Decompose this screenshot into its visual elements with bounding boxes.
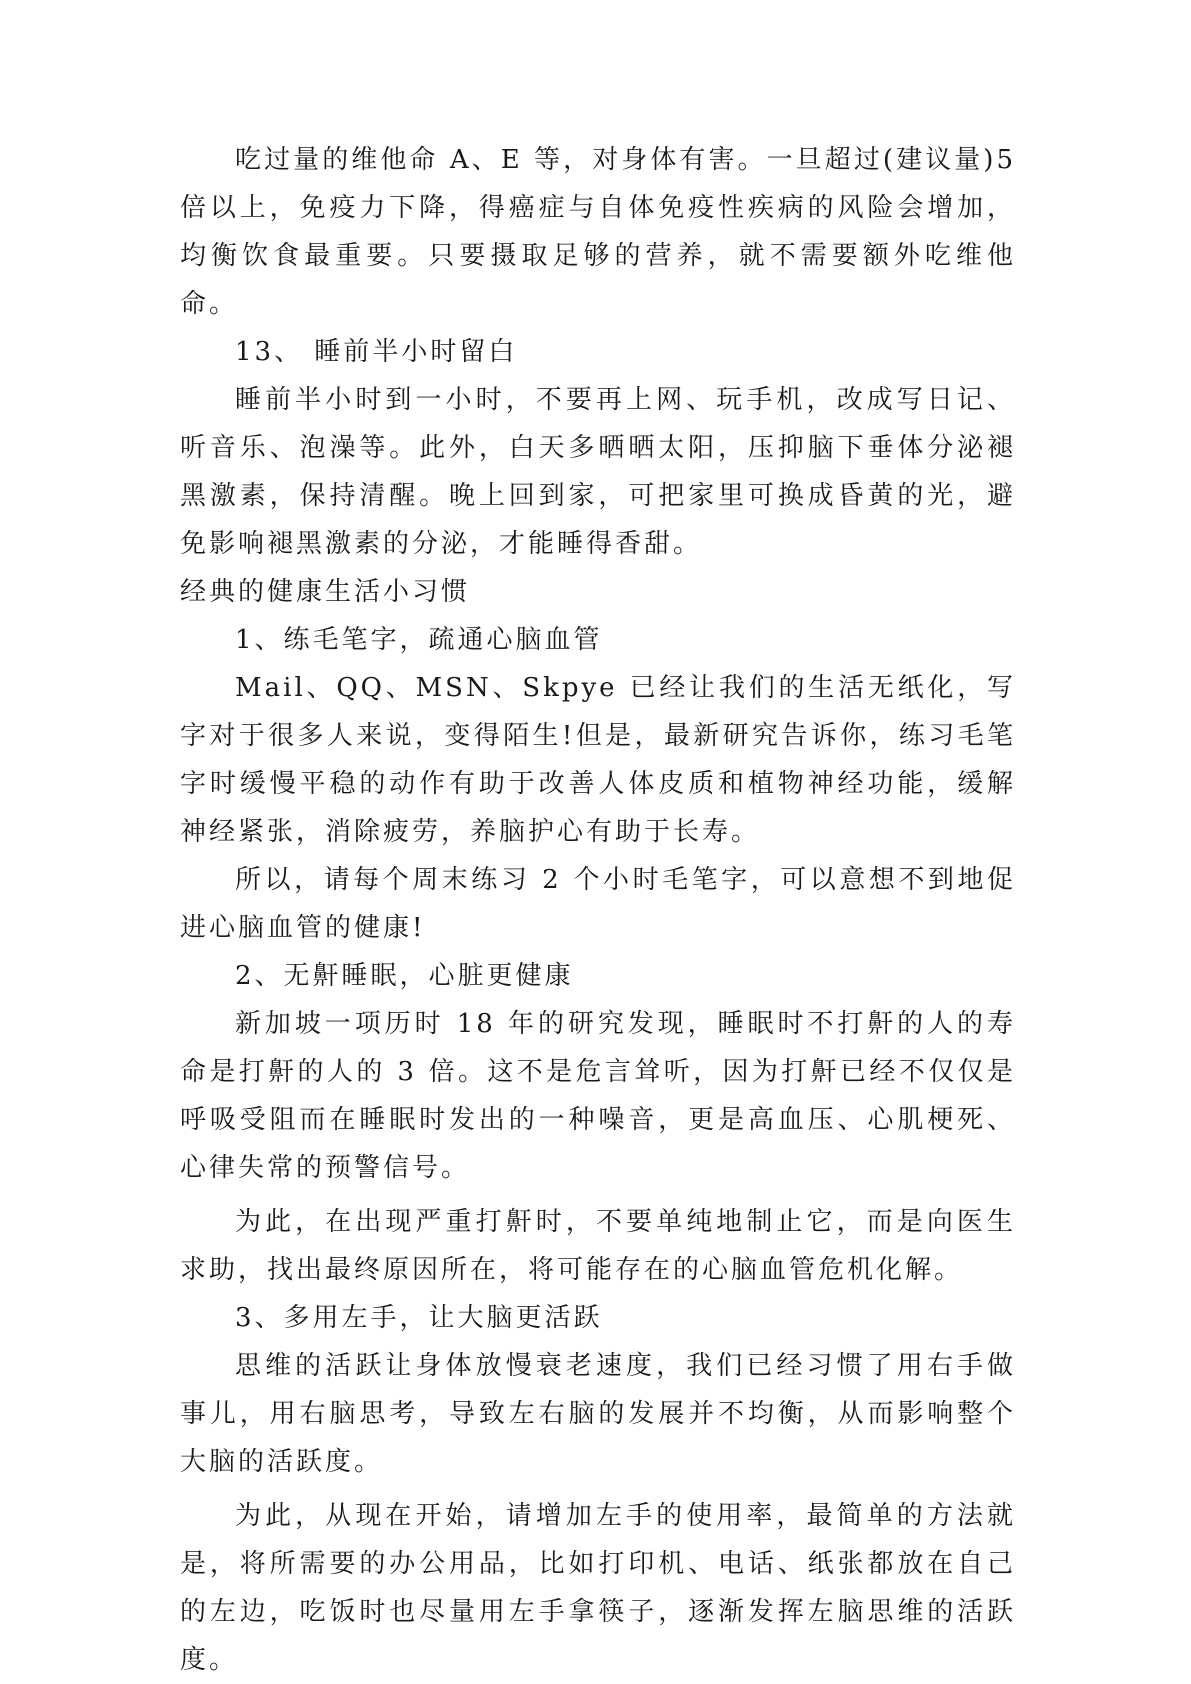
paragraph-brain-activity: 思维的活跃让身体放慢衰老速度，我们已经习惯了用右手做事儿，用右脑思考，导致左右脑的发展并不均衡，从而影响整个大脑的活跃度。 [180,1351,1016,1477]
heading-2-snore-free-sleep: 2、无鼾睡眠，心脏更健康 [235,961,574,991]
document-page [180,136,1016,1684]
section-title: 经典的健康生活小习惯 [180,577,471,607]
heading-1-calligraphy: 1、练毛笔字，疏通心脑血管 [235,625,603,655]
paragraph-vitamin-overdose: 吃过量的维他命 A、E 等，对身体有害。一旦超过(建议量)5 倍以上，免疫力下降，得癌症与自体免疫性疾病的风险会增加，均衡饮食最重要。只要摄取足够的营养，就不需要额外吃维他命。 [180,145,1016,319]
paragraph-calligraphy-advice: 所以，请每个周末练习 2 个小时毛笔字，可以意想不到地促进心脑血管的健康! [180,865,1016,943]
paragraph-snoring-advice: 为此，在出现严重打鼾时，不要单纯地制止它，而是向医生求助，找出最终原因所在，将可能存在的心脑血管危机化解。 [180,1207,1016,1285]
heading-13-bedtime-blank: 13、 睡前半小时留白 [235,337,518,367]
paragraph-bedtime-routine: 睡前半小时到一小时，不要再上网、玩手机，改成写日记、听音乐、泡澡等。此外，白天多晒晒太阳，压抑脑下垂体分泌褪黑激素，保持清醒。晚上回到家，可把家里可换成昏黄的光，避免影响褪黑激素的分泌，才能睡得香甜。 [180,385,1016,559]
paragraph-left-hand-advice: 为此，从现在开始，请增加左手的使用率，最简单的方法就是，将所需要的办公用品，比如打印机、电话、纸张都放在自己的左边，吃饭时也尽量用左手拿筷子，逐渐发挥左脑思维的活跃度。 [180,1501,1016,1675]
paragraph-calligraphy-benefits: Mail、QQ、MSN、Skpye 已经让我们的生活无纸化，写字对于很多人来说，变得陌生!但是，最新研究告诉你，练习毛笔字时缓慢平稳的动作有助于改善人体皮质和植物神经功能，缓解神经紧张，消除疲劳，养脑护心有助于长寿。 [180,673,1016,847]
paragraph-snoring-study: 新加坡一项历时 18 年的研究发现，睡眠时不打鼾的人的寿命是打鼾的人的 3 倍。这不是危言耸听，因为打鼾已经不仅仅是呼吸受阻而在睡眠时发出的一种噪音，更是高血压、心肌梗死、心律失常的预警信号。 [180,1009,1016,1183]
heading-3-left-hand: 3、多用左手，让大脑更活跃 [235,1303,603,1333]
